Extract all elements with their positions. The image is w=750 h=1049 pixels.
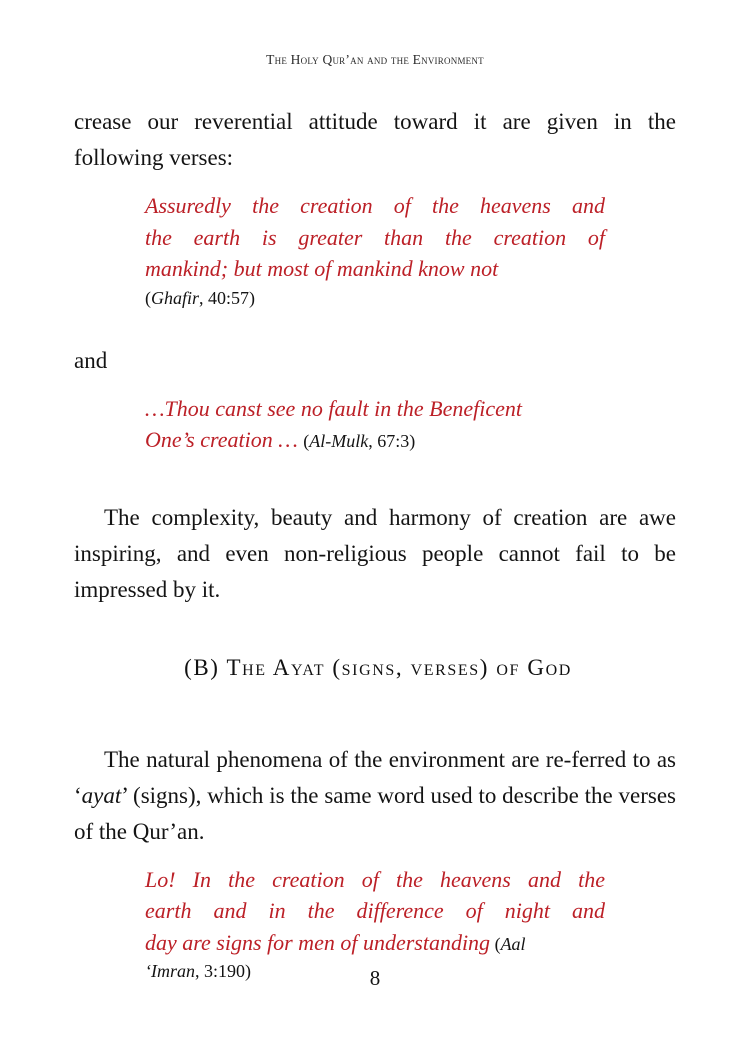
spacer bbox=[74, 379, 676, 393]
citation-open: ( bbox=[303, 431, 310, 451]
quote-line-with-citation bbox=[145, 927, 605, 959]
spacer bbox=[74, 311, 676, 343]
quote-line: Lo! In the creation of the heavens and the bbox=[145, 866, 605, 892]
quote-text: One’s creation bbox=[145, 427, 273, 452]
quote-block-aal-imran bbox=[145, 864, 605, 959]
citation-reference: , 67:3) bbox=[368, 431, 416, 451]
spacer bbox=[74, 684, 676, 728]
quote-line-with-citation bbox=[145, 424, 605, 456]
citation-al-mulk bbox=[303, 431, 415, 451]
quote-line: the earth is greater than the creation of bbox=[145, 224, 605, 250]
text-column bbox=[74, 104, 676, 984]
quote-line: Assuredly the creation of the heavens and bbox=[145, 193, 605, 218]
citation-source: Al-Mulk bbox=[309, 431, 369, 451]
quote-block-ghafir bbox=[145, 190, 605, 285]
trailing-ellipsis: … bbox=[272, 427, 304, 452]
running-header: The Holy Qur’an and the Environment bbox=[266, 52, 484, 67]
term-ayat: ayat bbox=[81, 782, 122, 808]
citation-source-line1: Aal bbox=[500, 933, 526, 954]
spacer bbox=[74, 850, 676, 864]
page-number: 8 bbox=[369, 966, 381, 990]
citation-source-line2: ‘Imran bbox=[145, 961, 195, 981]
spacer bbox=[74, 728, 676, 742]
spacer bbox=[74, 608, 676, 652]
quote-line: mankind; but most of mankind know not bbox=[145, 256, 499, 281]
paragraph-continuation: crease our reverential attitude toward it are given in the following verses: bbox=[74, 109, 676, 170]
section-heading: (B) The Ayat (signs, verses) of God bbox=[184, 654, 572, 680]
spacer bbox=[74, 176, 676, 190]
citation-source: Ghafir bbox=[151, 287, 200, 308]
quote-line: …Thou canst see no fault in the Beneficent bbox=[145, 395, 522, 421]
citation-reference: , 3:190) bbox=[195, 961, 251, 981]
paragraph-ayat bbox=[74, 742, 676, 850]
quote-text: day are signs for men of understanding bbox=[145, 929, 491, 955]
citation-reference: , 40:57) bbox=[199, 287, 256, 308]
quote-block-al-mulk bbox=[145, 393, 605, 456]
connector-and: and bbox=[74, 347, 108, 373]
paragraph-text-part1: The natural phenomena of the environment are re-ferred to as ‘ bbox=[74, 746, 676, 808]
citation-aal-imran-open bbox=[490, 934, 526, 954]
paragraph-text-part2: ’ (signs), which is the same word used to describe the verses of the Qur’an. bbox=[74, 782, 676, 844]
citation-open: ( bbox=[490, 933, 501, 954]
spacer bbox=[74, 456, 676, 500]
quote-line: earth and in the difference of night and bbox=[145, 898, 605, 923]
citation-ghafir bbox=[145, 285, 615, 311]
paragraph-complexity: The complexity, beauty and harmony of creation are awe inspiring, and even non-religious people cannot fail to be impressed by it. bbox=[74, 504, 676, 602]
citation-open: ( bbox=[145, 287, 151, 308]
